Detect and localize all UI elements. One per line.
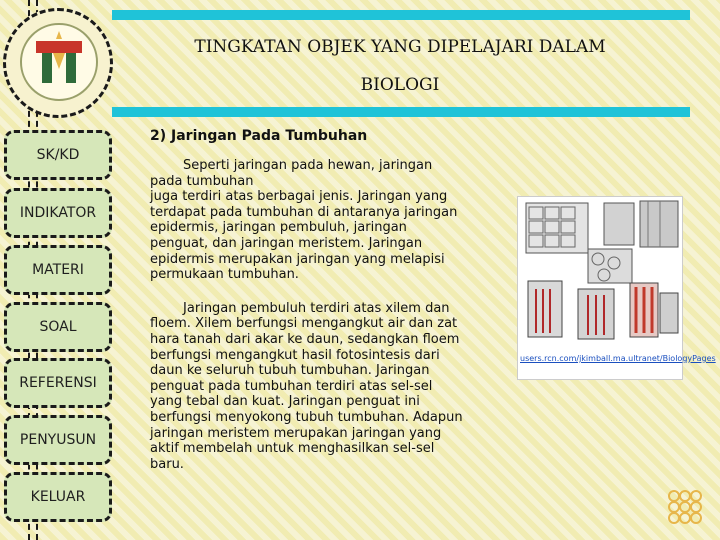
logo-emblem [20,23,98,101]
nav-button-materi[interactable] [4,245,112,295]
text-line: terdapat pada tumbuhan di antaranya jaringan [150,204,458,220]
paragraph-2 [150,301,510,473]
nav-button-soal[interactable] [4,302,112,352]
nav-label: SOAL [39,319,77,335]
nav-label: KELUAR [30,489,86,505]
text-line: aktif membelah untuk menghasilkan sel-sel [150,441,435,457]
nav-button-sk-kd[interactable] [4,130,112,180]
plant-tissue-figure [517,196,716,380]
title-line-2: BIOLOGI [360,75,440,95]
nav-button-referensi[interactable] [4,358,112,408]
plant-tissue-diagram-icon [518,197,682,347]
institution-logo-icon [22,25,96,99]
text-line: Jaringan pembuluh terdiri atas xilem dan [150,300,450,316]
text-line: permukaan tumbuhan. [150,267,299,283]
text-line: epidermis, jaringan pembuluh, jaringan [150,220,407,236]
text-line: floem. Xilem berfungsi mengangkut air dan zat [150,316,458,332]
text-line: Seperti jaringan pada hewan, jaringan [150,158,433,173]
header-divider-bar [112,107,690,117]
nav-label: SK/KD [36,147,80,163]
nav-button-indikator[interactable] [4,188,112,238]
page-title [140,28,660,104]
nav-button-penyusun[interactable] [4,415,112,465]
nav-label: REFERENSI [19,375,97,391]
text-line: penguat pada tumbuhan terdiri atas sel-sel [150,378,433,394]
text-line: pada tumbuhan [150,173,254,189]
corner-ornament-icon [664,486,706,528]
text-line: daun ke seluruh tubuh tumbuhan. Jaringan [150,363,430,379]
text-line: penguat, dan jaringan meristem. Jaringan [150,235,423,251]
nav-label: INDIKATOR [19,205,97,221]
logo [3,8,113,118]
text-line: juga terdiri atas berbagai jenis. Jaringan yang [150,189,448,205]
text-line: berfungsi mengangkut hasil fotosintesis dari [150,347,440,363]
text-line: epidermis merupakan jaringan yang melapisi [150,251,445,267]
title-line-1: TINGKATAN OBJEK YANG DIPELAJARI DALAM [194,37,606,57]
nav-label: PENYUSUN [19,432,97,448]
text-line: hara tanah dari akar ke daun, sedangkan floem [150,331,460,347]
nav-label: MATERI [32,262,84,278]
text-line: baru. [150,456,184,472]
header-accent-bar [112,10,690,20]
text-line: berfungsi menyokong tubuh tumbuhan. Adapun [150,409,463,425]
paragraph-1 [150,158,510,283]
text-line: yang tebal dan kuat. Jaringan penguat ini [150,394,420,410]
figure-caption: users.rcn.com/jkimball.ma.ultranet/BiologyPages [520,354,716,363]
text-line: jaringan meristem merupakan jaringan yang [150,425,442,441]
nav-button-keluar[interactable] [4,472,112,522]
section-heading: 2) Jaringan Pada Tumbuhan [150,128,368,144]
main-content [150,128,510,490]
